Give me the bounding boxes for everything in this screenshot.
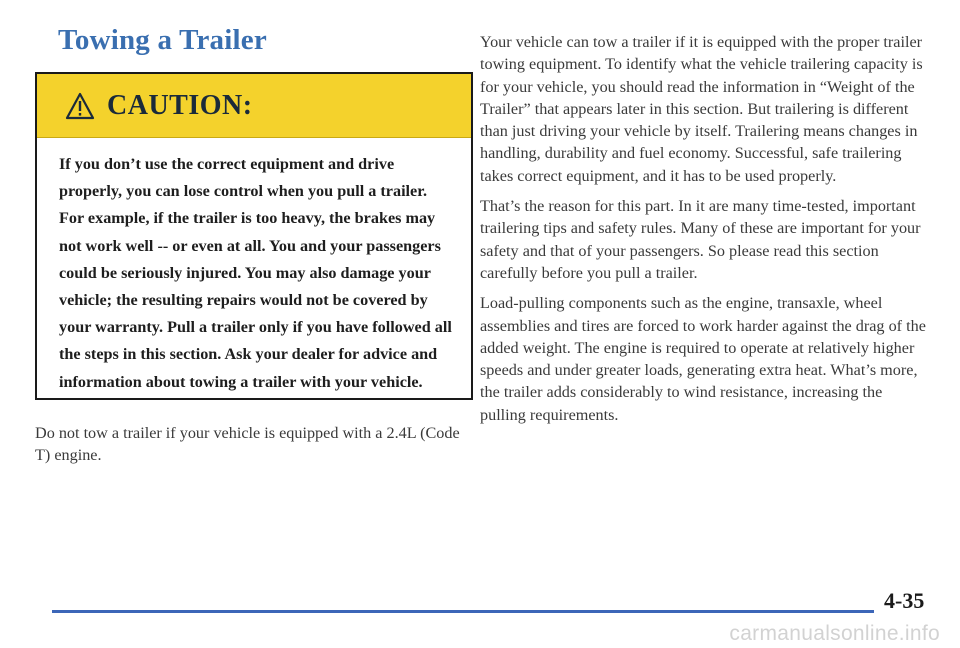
paragraph: Load-pulling components such as the engine, transaxle, wheel assemblies and tires are forced to work harder against the drag of the added weight. The engine is required to operate at relatively higher speeds and under greater loads, generating extra heat. What’s more, the trailer adds considerably to wind resistance, increasing the pulling requirements. [480,294,926,424]
warning-triangle-icon [65,92,95,120]
caution-label: CAUTION: [107,89,253,121]
paragraph: Your vehicle can tow a trailer if it is equipped with the proper trailer towing equipment. To identify what the vehicle trailering capacity is for your vehicle, you should read the information in “Weight of the Trailer” that appears later in this section. But trailering is different than just driving your vehicle by itself. Trailering means changes in handling, durability and fuel economy. Successful, safe trailering takes correct equipment, and it has to be used properly. [480,33,923,185]
page-title: Towing a Trailer [58,24,267,56]
footer-rule [52,610,874,613]
right-column [480,31,930,434]
left-note: Do not tow a trailer if your vehicle is equipped with a 2.4L (Code T) engine. [35,424,460,464]
watermark: carmanualsonline.info [729,622,940,645]
paragraph: That’s the reason for this part. In it are many time-tested, important trailering tips and safety rules. Many of these are important for your safety and that of your passengers. So please read this section carefully before you pull a trailer. [480,197,921,282]
caution-text: If you don’t use the correct equipment and drive properly, you can lose control when you pull a trailer. For example, if the trailer is too heavy, the brakes may not work well -- or even at all. You and your passengers could be seriously injured. You may also damage your vehicle; the resulting repairs would not be covered by your warranty. Pull a trailer only if you have followed all the steps in this section. Ask your dealer for advice and information about towing a trailer with your vehicle. [59,155,452,391]
caution-box [35,72,473,400]
caution-header [37,74,471,138]
page-number: 4-35 [884,588,925,613]
